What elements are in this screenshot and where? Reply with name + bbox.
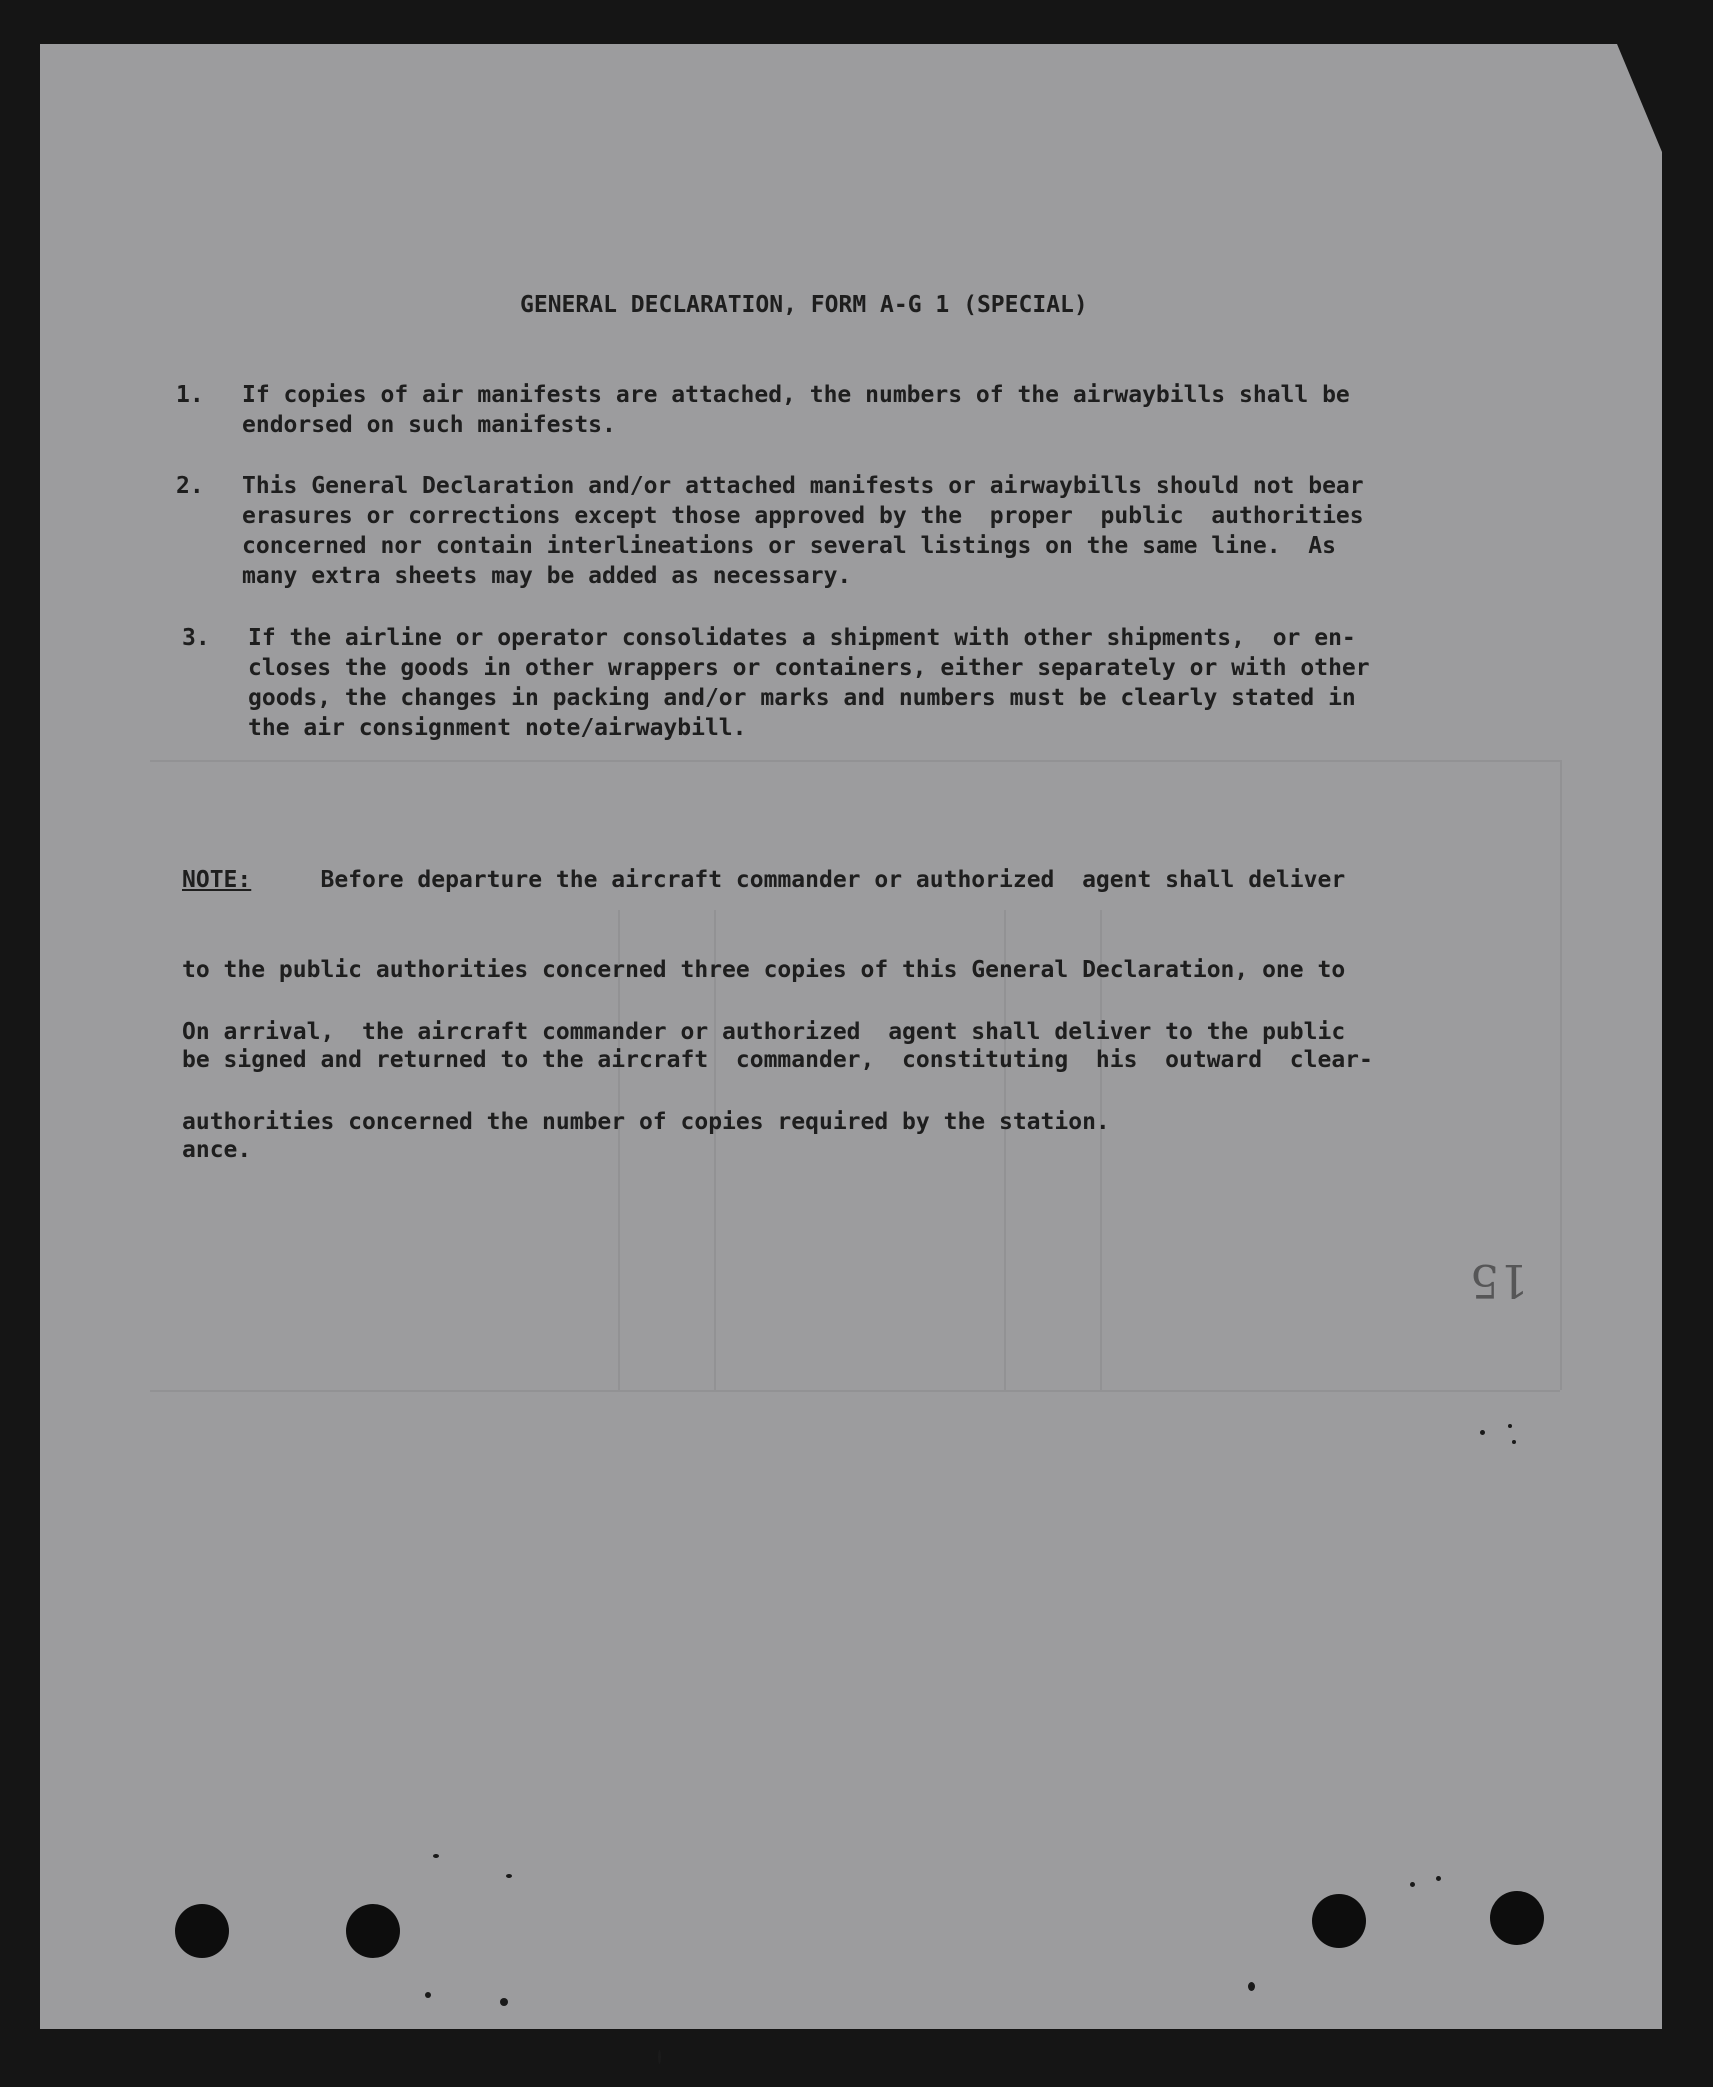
speck — [1248, 1982, 1255, 1991]
item-line: If copies of air manifests are attached, the numbers of the airwaybills shall be — [242, 382, 1350, 408]
note-first-line — [182, 865, 1373, 895]
item-line: concerned nor contain interlineations or several listings on the same line. As — [242, 533, 1336, 559]
arrival-paragraph — [182, 957, 1345, 1197]
item-line: endorsed on such manifests. — [242, 412, 616, 438]
item-line: closes the goods in other wrappers or containers, either separately or with other — [248, 655, 1370, 681]
arrival-line: On arrival, the aircraft commander or authorized agent shall deliver to the public — [182, 1019, 1346, 1045]
speck — [1512, 1440, 1516, 1444]
note-line: be signed and returned to the aircraft commander, constituting his outward clear- — [182, 1047, 1373, 1073]
note-first-line-text: Before departure the aircraft commander or authorized agent shall deliver — [251, 867, 1346, 893]
item-line: many extra sheets may be added as necessary. — [242, 563, 852, 589]
page-mark: 15 — [1470, 1254, 1529, 1308]
speck — [425, 1992, 431, 1998]
item-line: erasures or corrections except those approved by the proper public authorities — [242, 503, 1364, 529]
item-number: 2. — [176, 473, 204, 499]
punch-hole — [1312, 1894, 1366, 1948]
item-number: 3. — [182, 625, 210, 651]
punch-hole — [346, 1904, 400, 1958]
bleed-through-line — [150, 1390, 1560, 1392]
speck — [1480, 1430, 1485, 1435]
speck — [1436, 1876, 1441, 1881]
item-number: 1. — [176, 382, 204, 408]
item-line: If the airline or operator consolidates a shipment with other shipments, or en- — [248, 625, 1356, 651]
punch-hole — [175, 1904, 229, 1958]
speck — [658, 2050, 661, 2064]
item-line: goods, the changes in packing and/or marks and numbers must be clearly stated in — [248, 685, 1356, 711]
document-title: GENERAL DECLARATION, FORM A-G 1 (SPECIAL) — [520, 292, 1088, 318]
speck — [506, 1874, 512, 1878]
bleed-through-line — [150, 760, 1560, 762]
speck — [433, 1854, 439, 1858]
note-line: to the public authorities concerned three copies of this General Declaration, one to — [182, 957, 1346, 983]
speck — [1410, 1882, 1415, 1887]
item-line: the air consignment note/airwaybill. — [248, 715, 747, 741]
punch-hole — [1490, 1891, 1544, 1945]
speck — [1508, 1424, 1512, 1428]
note-line: ance. — [182, 1137, 252, 1163]
item-line: This General Declaration and/or attached manifests or airwaybills should not bear — [242, 473, 1364, 499]
arrival-line: authorities concerned the number of copies required by the station. — [182, 1109, 1110, 1135]
bleed-through-line — [1560, 760, 1562, 1390]
note-label: NOTE: — [182, 867, 252, 893]
speck — [500, 1998, 508, 2006]
